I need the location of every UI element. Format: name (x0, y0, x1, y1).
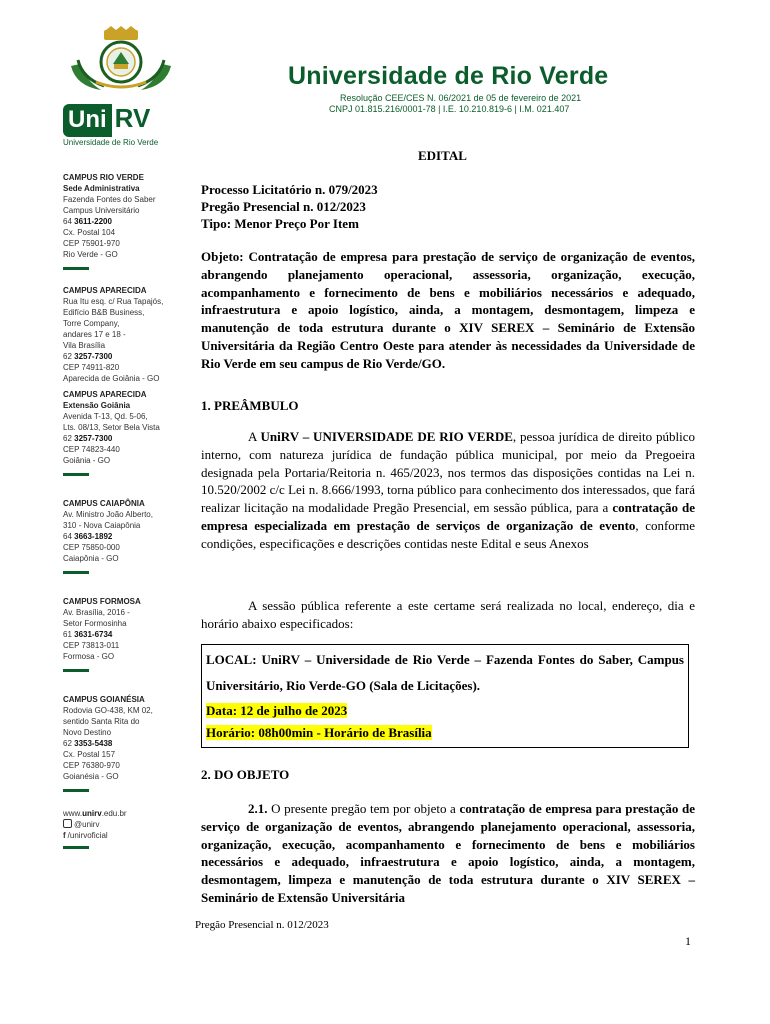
phone-number: 3631-6734 (74, 630, 113, 639)
campus-address-line: Campus Universitário (63, 206, 140, 215)
campus-title: CAMPUS RIO VERDE (63, 173, 144, 182)
campus-address-line: Cx. Postal 157 (63, 750, 116, 759)
campus-phone (63, 738, 183, 749)
phone-prefix: 64 (63, 532, 75, 541)
registration-line: CNPJ 01.815.216/0001-78 | I.E. 10.210.819-6 | I.M. 021.407 (329, 104, 570, 114)
session-time: Horário: 08h00min - Horário de Brasília (206, 725, 432, 740)
instagram-handle: @unirv (74, 820, 100, 829)
phone-prefix: 62 (63, 739, 75, 748)
unirv-logo (63, 103, 150, 137)
campus-aparecida (63, 285, 183, 384)
campus-address-line: Av. Brasília, 2016 - (63, 608, 130, 617)
campus-aparecida-goiania (63, 389, 183, 476)
campus-address-line: Rio Verde - GO (63, 250, 118, 259)
phone-prefix: 61 (63, 630, 75, 639)
campus-phone (63, 531, 183, 542)
p1-text: , conforme condições, especificações e descrições contidas neste Edital e seus Anexos (201, 517, 696, 551)
campus-title: CAMPUS CAIAPÔNIA (63, 499, 145, 508)
campus-formosa (63, 596, 183, 672)
objeto-paragraph: Objeto: Contratação de empresa para prestação de serviço de organização de eventos, abrangendo planejamento operacional, assessoria, organização, execução, acompanhamento e fornecimento de bens e mobiliários necessários e adequado, infraestrutura e apoio logístico, ainda, a montagem, desmontagem, limpeza e manutenção de toda estrutura durante o XIV SEREX – Seminário de Extensão Universitária da Região Centro Oeste para atender às necessidades da Universidade de Rio Verde em seu campus de Rio Verde/GO. (201, 249, 695, 371)
campus-address-line: CEP 74823-440 (63, 445, 120, 454)
campus-address-line: Formosa - GO (63, 652, 115, 661)
campus-address-line: Avenida T-13, Qd. 5-06, (63, 412, 148, 421)
campus-title: CAMPUS FORMOSA (63, 597, 141, 606)
campus-phone (63, 629, 183, 640)
university-crest-emblem (66, 26, 176, 94)
phone-number: 3257-7300 (74, 434, 113, 443)
campus-address-line: CEP 75901-970 (63, 239, 120, 248)
campus-address-line: Caiapônia - GO (63, 554, 119, 563)
campus-caiaponia (63, 498, 183, 574)
location-box (201, 644, 689, 748)
preambulo-paragraph (201, 428, 695, 553)
campus-address-line: CEP 75850-000 (63, 543, 120, 552)
campus-address-line: CEP 74911-820 (63, 363, 120, 372)
campus-address-line: Fazenda Fontes do Saber (63, 195, 156, 204)
page-footer: Pregão Presencial n. 012/2023 (195, 919, 329, 931)
campus-address-line: 310 - Nova Caiapônia (63, 521, 141, 530)
campus-address-line: Rodovia GO-438, KM 02, (63, 706, 153, 715)
university-name: Universidade de Rio Verde (288, 62, 609, 90)
document-heading: EDITAL (418, 148, 467, 163)
location-text: LOCAL: UniRV – Universidade de Rio Verde – Fazenda Fontes do Saber, Campus Universitário, Rio Verde-GO (Sala de Licitações). (206, 652, 684, 693)
campus-phone (63, 351, 183, 362)
instagram-icon (63, 819, 72, 828)
campus-address-line: CEP 76380-970 (63, 761, 120, 770)
phone-number: 3257-7300 (74, 352, 113, 361)
campus-address-line: Goiânia - GO (63, 456, 111, 465)
campus-title: CAMPUS GOIANÉSIA (63, 695, 145, 704)
pregao-number: Pregão Presencial n. 012/2023 (201, 199, 366, 214)
p1-institution: UniRV – UNIVERSIDADE DE RIO VERDE (260, 429, 513, 444)
instagram-link[interactable] (63, 819, 183, 830)
campus-address-line: Vila Brasília (63, 341, 106, 350)
logo-rv: RV (114, 103, 151, 133)
clause-bold-text: contratação de empresa para prestação de serviço de organização de eventos, abrangendo planejamento operacional, assessoria, organização, execução, acompanhamento e fornecimento de bens e mobiliários necessários e adequado, infraestrutura e apoio logístico, ainda, a montagem, desmontagem, limpeza e manutenção de toda estrutura durante o XIV SEREX – Seminário de Extensão Universitária (201, 801, 696, 905)
facebook-icon: f (63, 831, 66, 840)
clause-number: 2.1. (248, 801, 268, 816)
page-number: 1 (685, 934, 691, 948)
session-paragraph: A sessão pública referente a este certame será realizada no local, endereço, dia e horário abaixo especificados: (201, 598, 695, 631)
section-1-title: 1. PREÂMBULO (201, 398, 299, 413)
campus-address-line: Lts. 08/13, Setor Bela Vista (63, 423, 160, 432)
phone-prefix: 64 (63, 217, 75, 226)
campus-address-line: Aparecida de Goiânia - GO (63, 374, 160, 383)
phone-prefix: 62 (63, 434, 75, 443)
objeto-clause-paragraph (201, 800, 695, 907)
campus-goianesia (63, 694, 183, 792)
campus-subtitle: Extensão Goiânia (63, 401, 131, 410)
resolution-line: Resolução CEE/CES N. 06/2021 de 05 de fevereiro de 2021 (340, 93, 582, 103)
campus-address-line: CEP 73813-011 (63, 641, 120, 650)
campus-address-line: Av. Ministro João Alberto, (63, 510, 153, 519)
phone-number: 3611-2200 (74, 217, 112, 226)
process-info (201, 181, 695, 232)
logo-subtitle: Universidade de Rio Verde (63, 138, 159, 147)
logo-uni: Uni (63, 104, 112, 137)
tipo-line: Tipo: Menor Preço Por Item (201, 216, 359, 231)
date-line (206, 700, 684, 721)
campus-title: CAMPUS APARECIDA (63, 390, 147, 399)
campus-subtitle: Sede Administrativa (63, 184, 140, 193)
green-divider (63, 846, 89, 849)
phone-prefix: 62 (63, 352, 75, 361)
web-prefix: www. (63, 809, 83, 818)
campus-address-line: sentido Santa Rita do (63, 717, 140, 726)
clause-text: O presente pregão tem por objeto a (267, 801, 460, 816)
website-link[interactable] (63, 808, 183, 819)
facebook-link[interactable] (63, 830, 183, 841)
web-domain: unirv (82, 809, 102, 818)
campus-sidebar (63, 172, 183, 849)
phone-number: 3353-5438 (74, 739, 113, 748)
facebook-handle: /unirvoficial (67, 831, 108, 840)
campus-rio-verde (63, 172, 183, 270)
web-suffix: .edu.br (101, 809, 127, 818)
session-date: Data: 12 de julho de 2023 (206, 703, 348, 718)
p1-text: A (248, 429, 261, 444)
campus-address-line: Edifício B&B Business, (63, 308, 145, 317)
campus-address-line: Goianésia - GO (63, 772, 119, 781)
campus-address-line: Novo Destino (63, 728, 112, 737)
phone-number: 3663-1892 (74, 532, 113, 541)
section-2-title: 2. DO OBJETO (201, 767, 290, 782)
campus-address-line: Cx. Postal 104 (63, 228, 116, 237)
campus-title: CAMPUS APARECIDA (63, 286, 147, 295)
p1-text: , pessoa jurídica de direito público interno, com natureza jurídica de fundação pública municipal, por meio da Pregoeira designada pela Portaria/Reitoria n. 465/2023, nos termos das disposições contidas na Lei n. 10.520/2002 c/c Lei n. 8.666/1993, torna público para conhecimento dos interessados, que fará realizar licitação na modalidade Pregão Presencial, em sessão pública, para a (201, 429, 696, 516)
campus-address-line: andares 17 e 18 - (63, 330, 126, 339)
campus-phone (63, 216, 183, 227)
campus-phone (63, 433, 183, 444)
campus-address-line: Rua Itu esq. c/ Rua Tapajós, (63, 297, 164, 306)
social-links (63, 808, 183, 849)
time-line (206, 721, 684, 745)
process-number: Processo Licitatório n. 079/2023 (201, 182, 378, 197)
campus-address-line: Torre Company, (63, 319, 120, 328)
p1-object-bold: contratação de empresa especializada em prestação de serviços de organização de evento (201, 500, 695, 533)
campus-address-line: Setor Formosinha (63, 619, 127, 628)
